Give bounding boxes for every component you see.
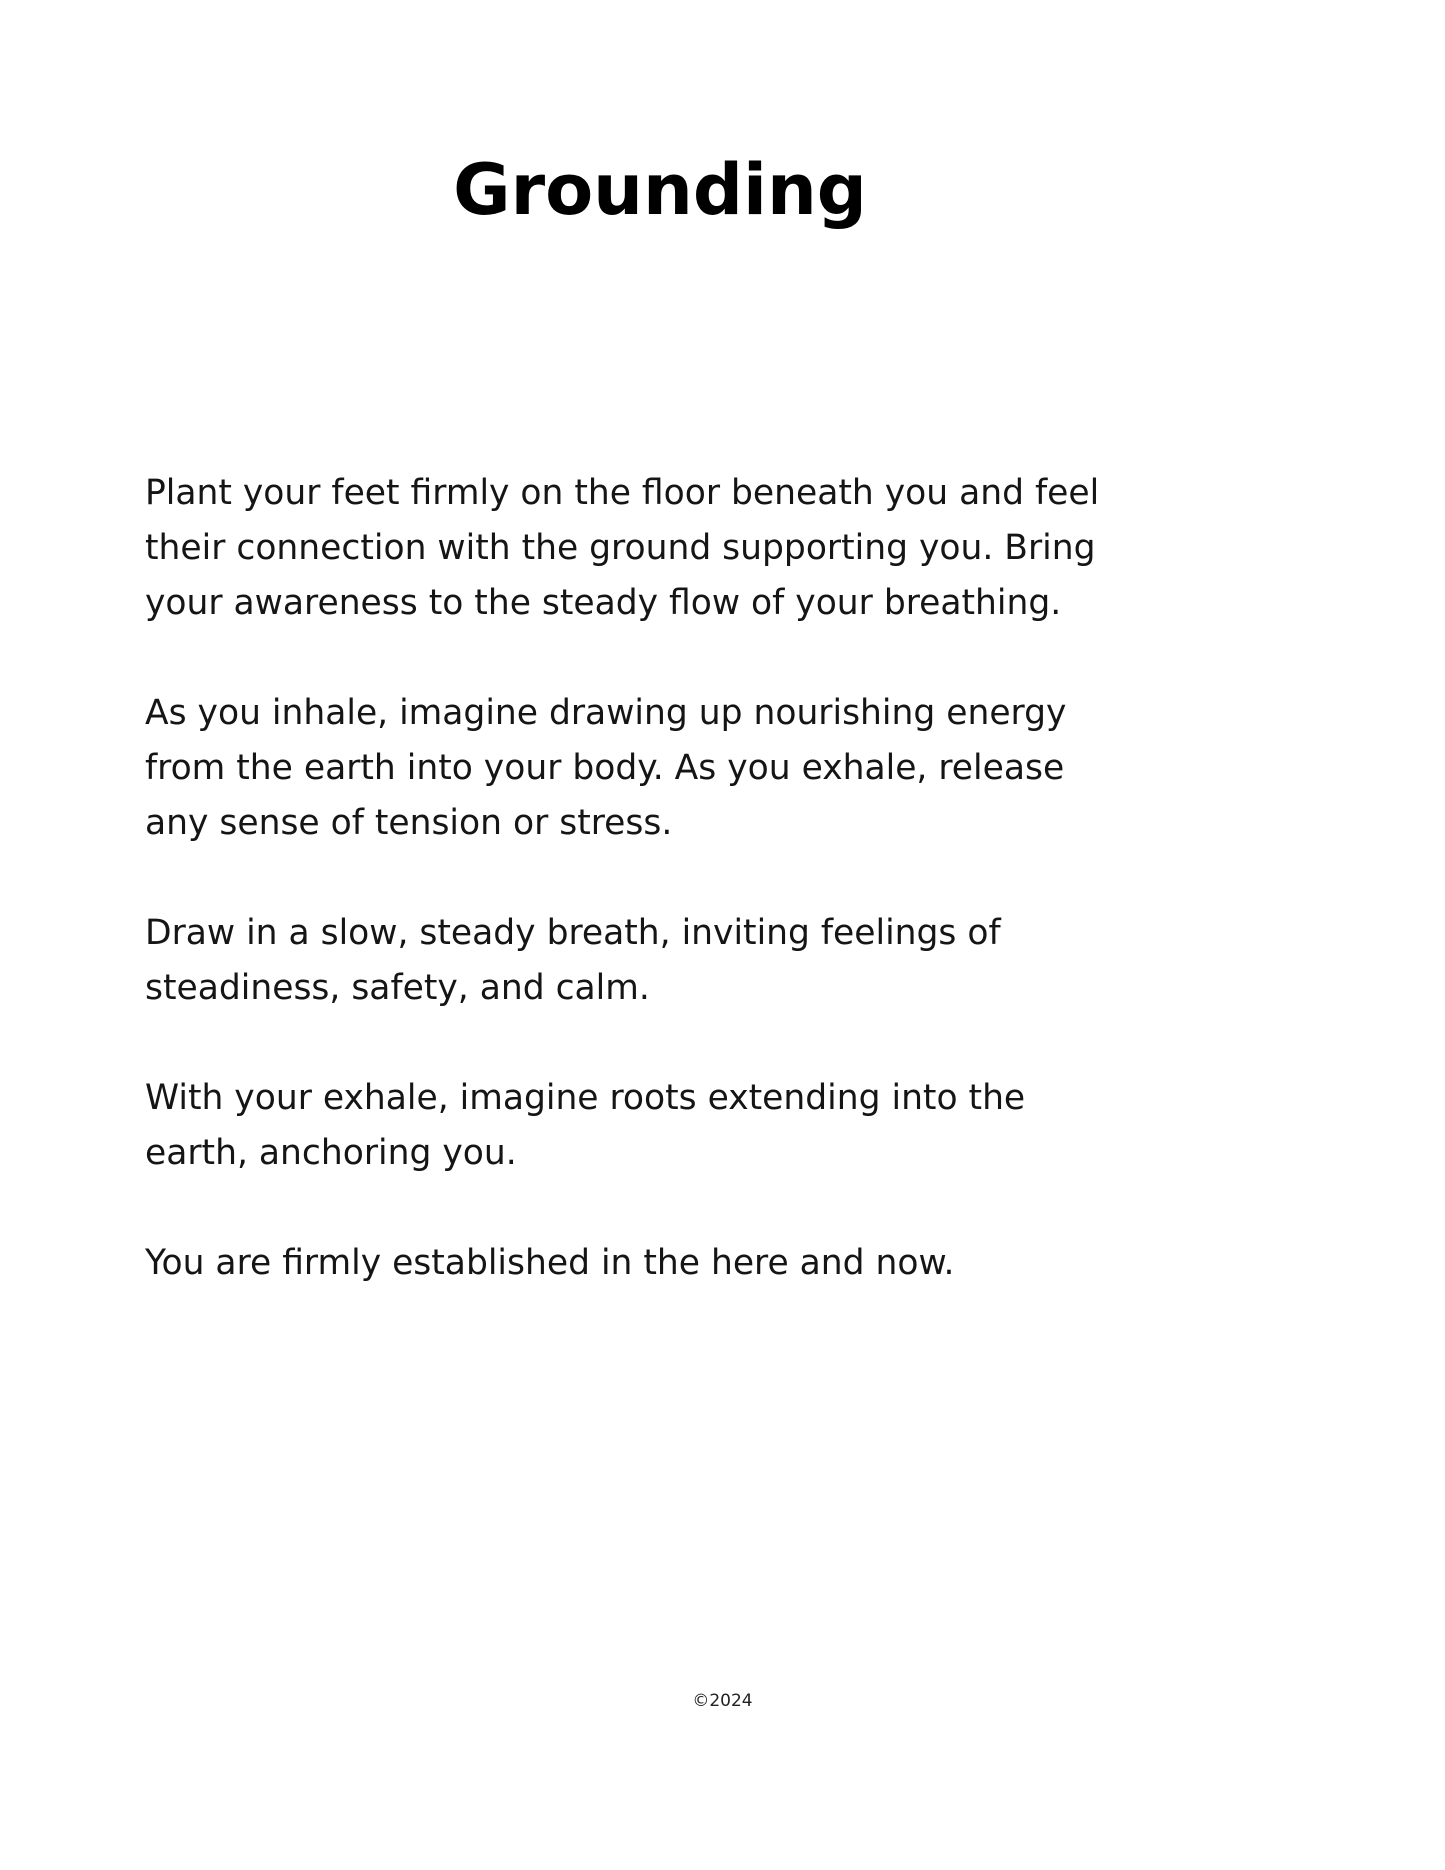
paragraph-closing: You are firmly established in the here and now. bbox=[145, 1243, 955, 1283]
copyright-notice: ©2024 bbox=[692, 1691, 753, 1711]
page-title: Grounding bbox=[453, 149, 867, 231]
paragraph-feet: Plant your feet firmly on the floor beneath you and feel their connection with the ground supporting you. Bring your awareness to the steady flow of your breathing. bbox=[145, 473, 1100, 623]
paragraph-breath: Draw in a slow, steady breath, inviting feelings of steadiness, safety, and calm. bbox=[145, 913, 1001, 1008]
meditation-text bbox=[145, 466, 1185, 1346]
paragraph-exhale: With your exhale, imagine roots extending into the earth, anchoring you. bbox=[145, 1078, 1026, 1173]
paragraph-inhale: As you inhale, imagine drawing up nourishing energy from the earth into your body. As you exhale, release any sense of tension or stress. bbox=[145, 693, 1067, 843]
